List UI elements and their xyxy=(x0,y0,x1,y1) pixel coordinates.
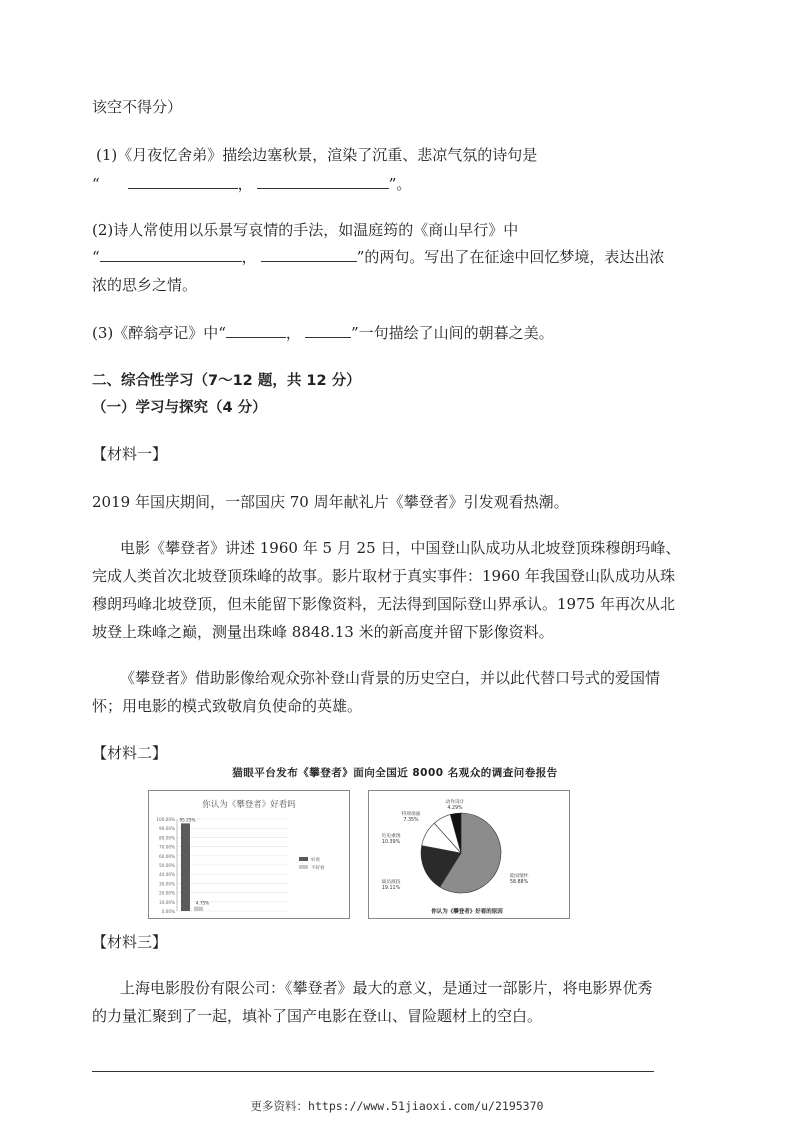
pie-chart xyxy=(369,791,569,918)
y-tick-label: 10.00% xyxy=(159,899,175,905)
open-quote: “ xyxy=(92,248,100,266)
slice-label: 特效场面 xyxy=(401,812,421,817)
y-tick-label: 60.00% xyxy=(159,853,175,859)
bar xyxy=(194,907,203,911)
slice-value: 4.29% xyxy=(447,806,463,811)
answer-blank[interactable] xyxy=(257,174,389,189)
paragraph: 电影《攀登者》讲述 1960 年 5 月 25 日，中国登山队成功从北坡登顶珠穆朗玛峰、 xyxy=(120,539,681,557)
data-label: 95.25% xyxy=(179,817,196,823)
y-tick-label: 0.00% xyxy=(161,909,175,914)
slice-label: 动作设计 xyxy=(445,800,465,805)
slice-label: 历史重现 xyxy=(381,834,401,839)
question-1-blanks xyxy=(92,174,411,194)
paragraph: 的力量汇聚到了一起，填补了国产电影在登山、冒险题材上的空白。 xyxy=(92,1007,543,1025)
question-3 xyxy=(92,323,554,343)
footer-divider xyxy=(92,1071,654,1072)
question-3-text-end: ”一句描绘了山间的朝暮之美。 xyxy=(350,324,554,342)
paragraph: 穆朗玛峰北坡登顶，但未能留下影像资料，无法得到国际登山界承认。1975 年再次从北 xyxy=(92,595,675,613)
legend-label: 不好看 xyxy=(311,866,325,871)
slice-value: 7.35% xyxy=(403,818,419,823)
separator: ， xyxy=(237,175,253,193)
separator: ， xyxy=(241,248,257,266)
paragraph: 2019 年国庆期间，一部国庆 70 周年献礼片《攀登者》引发观看热潮。 xyxy=(92,493,569,511)
paragraph: 上海电影股份有限公司：《攀登者》最大的意义，是通过一部影片，将电影界优秀 xyxy=(120,979,653,997)
y-tick-label: 20.00% xyxy=(159,890,175,896)
y-tick-label: 40.00% xyxy=(159,872,175,878)
text-line: 浓的思乡之情。 xyxy=(92,276,198,294)
slice-label: 演员演技 xyxy=(381,880,401,885)
y-tick-label: 30.00% xyxy=(159,881,175,887)
legend-swatch xyxy=(299,865,308,869)
answer-blank[interactable] xyxy=(100,247,242,262)
question-1: (1)《月夜忆舍弟》描绘边塞秋景，渲染了沉重、悲凉气氛的诗句是 xyxy=(96,146,538,164)
bar xyxy=(181,823,190,911)
slice-value: 10.39% xyxy=(381,840,401,845)
paragraph: 怀；用电影的模式致敬肩负使命的英雄。 xyxy=(92,697,363,715)
footer-link[interactable]: 更多资料：https://www.51jiaoxi.com/u/2195370 xyxy=(250,1099,544,1113)
paragraph: 完成人类首次北坡登顶珠峰的故事。影片取材于真实事件：1960 年我国登山队成功从珠 xyxy=(92,567,675,585)
answer-blank[interactable] xyxy=(226,323,286,338)
paragraph: 《攀登者》借助影像给观众弥补登山背景的历史空白，并以此代替口号式的爱国情 xyxy=(120,669,661,687)
material-label: 【材料二】 xyxy=(92,744,168,762)
question-2-text: ”的两句。写出了在征途中回忆梦境，表达出浓 xyxy=(356,248,665,266)
y-tick-label: 80.00% xyxy=(159,835,175,841)
question-2: (2)诗人常使用以乐景写哀情的手法，如温庭筠的《商山早行》中 xyxy=(92,221,519,239)
text-line: 该空不得分） xyxy=(92,98,183,116)
slice-value: 58.88% xyxy=(509,880,529,885)
material-label: 【材料一】 xyxy=(92,445,168,463)
pie-chart-panel xyxy=(368,790,570,919)
open-quote: “ xyxy=(92,175,100,193)
y-tick-label: 100.00% xyxy=(156,817,175,822)
legend-swatch xyxy=(299,857,308,861)
legend-label: 好看 xyxy=(311,858,320,863)
pie-chart-title: 你认为《攀登者》好看的原因 xyxy=(431,909,503,915)
separator: ， xyxy=(285,324,301,342)
close-quote: ”。 xyxy=(388,175,412,193)
bar-chart-title: 你认为《攀登者》好看吗 xyxy=(202,800,296,810)
subsection-heading: （一）学习与探究（4 分） xyxy=(92,400,267,416)
bar-chart-panel xyxy=(148,790,350,919)
paragraph: 坡登上珠峰之巅，测量出珠峰 8848.13 米的新高度并留下影像资料。 xyxy=(92,623,554,641)
y-tick-label: 90.00% xyxy=(159,826,175,832)
question-2-blanks xyxy=(92,247,664,267)
figure-title: 猫眼平台发布《攀登者》面向全国近 8000 名观众的调查问卷报告 xyxy=(232,767,558,779)
bar-chart xyxy=(149,791,349,918)
answer-blank[interactable] xyxy=(305,323,351,338)
answer-blank[interactable] xyxy=(128,174,238,189)
data-label: 4.75% xyxy=(195,900,210,906)
answer-blank[interactable] xyxy=(261,247,357,262)
slice-label: 爱国情怀 xyxy=(509,874,529,879)
question-3-text: (3)《醉翁亭记》中“ xyxy=(92,324,226,342)
slice-value: 19.11% xyxy=(381,886,401,891)
y-tick-label: 50.00% xyxy=(159,863,175,868)
material-label: 【材料三】 xyxy=(92,933,168,951)
section-heading: 二、综合性学习（7～12 题，共 12 分） xyxy=(92,373,361,389)
y-tick-label: 70.00% xyxy=(159,844,175,850)
